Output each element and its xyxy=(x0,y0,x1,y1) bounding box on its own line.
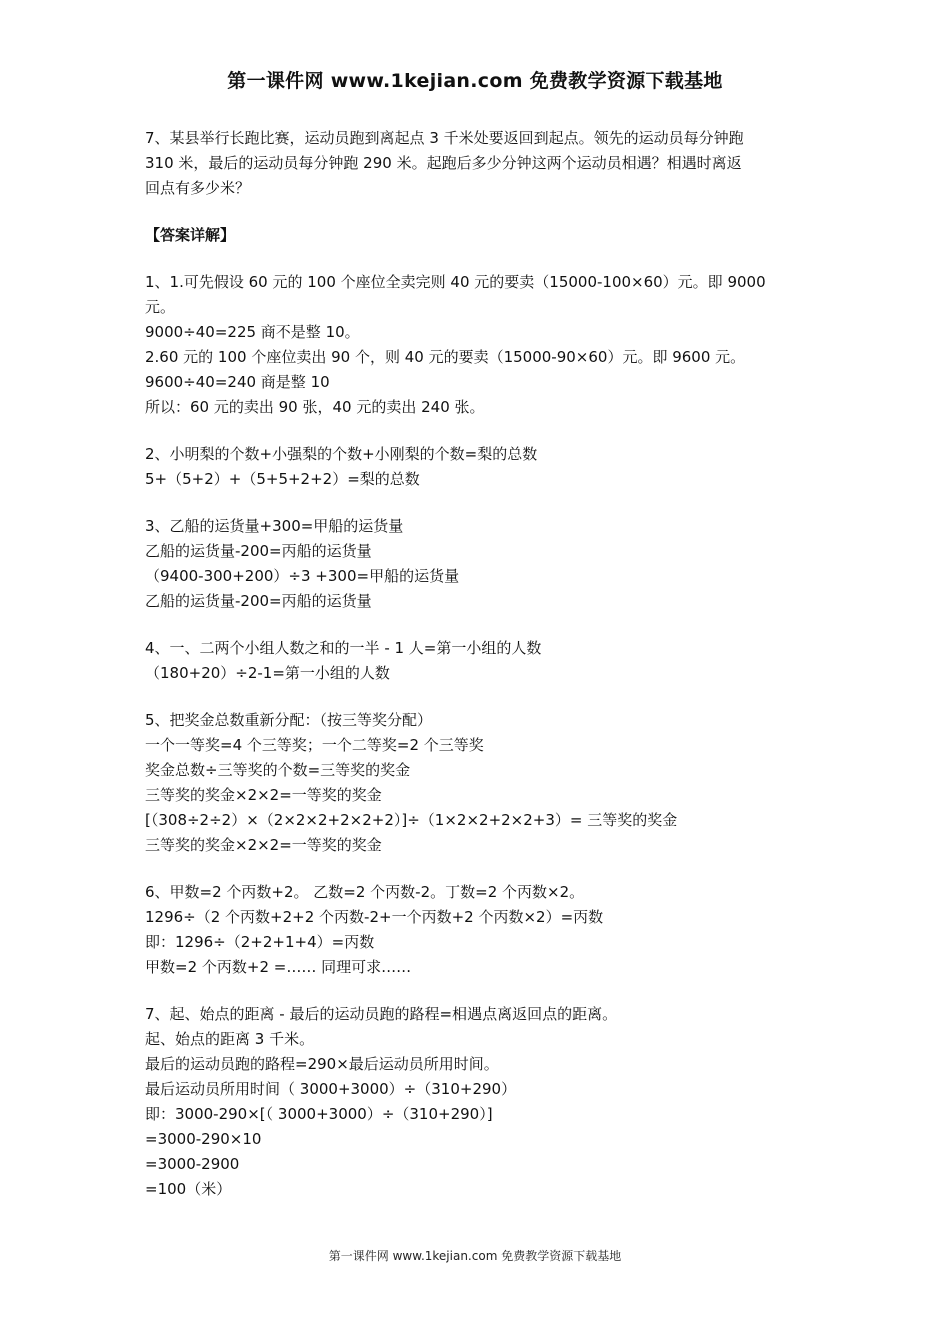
paragraph-gap xyxy=(145,614,813,636)
text-line: 3、乙船的运货量+300=甲船的运货量 xyxy=(145,517,404,535)
text-line: =3000-2900 xyxy=(145,1155,240,1173)
text-line: =100（米） xyxy=(145,1180,232,1198)
text-line: 所以：60 元的卖出 90 张，40 元的卖出 240 张。 xyxy=(145,398,485,416)
answer-2 xyxy=(145,442,813,492)
text-line: 最后的运动员跑的路程=290×最后运动员所用时间。 xyxy=(145,1055,499,1073)
text-line: 回点有多少米？ xyxy=(145,179,251,197)
paragraph-gap xyxy=(145,686,813,708)
answer-5 xyxy=(145,708,813,858)
text-line: （180+20）÷2-1=第一小组的人数 xyxy=(145,664,390,682)
answer-6 xyxy=(145,880,813,980)
answer-3 xyxy=(145,514,813,614)
text-line: 乙船的运货量-200=丙船的运货量 xyxy=(145,592,372,610)
answer-7 xyxy=(145,1002,813,1202)
text-line: 4、一、二两个小组人数之和的一半 - 1 人=第一小组的人数 xyxy=(145,639,542,657)
page-footer: 第一课件网 www.1kejian.com 免费教学资源下载基地 xyxy=(328,1249,622,1263)
text-line: 2、小明梨的个数+小强梨的个数+小刚梨的个数=梨的总数 xyxy=(145,445,538,463)
text-line: 一个一等奖=4 个三等奖；一个二等奖=2 个三等奖 xyxy=(145,736,484,754)
paragraph-gap xyxy=(145,980,813,1002)
text-line: （9400-300+200）÷3 +300=甲船的运货量 xyxy=(145,567,460,585)
text-line: [（308÷2÷2）×（2×2×2+2×2+2）]÷（1×2×2+2×2+3）= 三等奖的奖金 xyxy=(145,811,678,829)
text-line: 三等奖的奖金×2×2=一等奖的奖金 xyxy=(145,836,382,854)
text-line: 即：3000-290×[（ 3000+3000）÷（310+290）] xyxy=(145,1105,493,1123)
answer-4 xyxy=(145,636,813,686)
text-line: 7、起、始点的距离 - 最后的运动员跑的路程=相遇点离返回点的距离。 xyxy=(145,1005,618,1023)
text-line: 起、始点的距离 3 千米。 xyxy=(145,1030,315,1048)
text-line: 即：1296÷（2+2+1+4）=丙数 xyxy=(145,933,375,951)
text-line: 310 米，最后的运动员每分钟跑 290 米。起跑后多少分钟这两个运动员相遇？相遇时离返 xyxy=(145,154,742,172)
text-line: 9000÷40=225 商不是整 10。 xyxy=(145,323,360,341)
text-line: 元。 xyxy=(145,298,176,316)
paragraph-gap xyxy=(145,492,813,514)
text-line: 最后运动员所用时间（ 3000+3000）÷（310+290） xyxy=(145,1080,517,1098)
answer-1 xyxy=(145,270,813,420)
answers-heading: 【答案详解】 xyxy=(145,226,236,244)
question-7 xyxy=(145,126,813,201)
text-line: 1、1.可先假设 60 元的 100 个座位全卖完则 40 元的要卖（15000-100×60）元。即 9000 xyxy=(145,273,766,291)
text-line: 奖金总数÷三等奖的个数=三等奖的奖金 xyxy=(145,761,411,779)
paragraph-gap xyxy=(145,201,813,223)
text-line: 2.60 元的 100 个座位卖出 90 个，则 40 元的要卖（15000-90×60）元。即 9600 元。 xyxy=(145,348,746,366)
text-line: =3000-290×10 xyxy=(145,1130,262,1148)
text-line: 9600÷40=240 商是整 10 xyxy=(145,373,330,391)
paragraph-gap xyxy=(145,858,813,880)
text-line: 7、某县举行长跑比赛，运动员跑到离起点 3 千米处要返回到起点。领先的运动员每分钟跑 xyxy=(145,129,744,147)
text-line: 乙船的运货量-200=丙船的运货量 xyxy=(145,542,372,560)
text-line: 甲数=2 个丙数+2 =…… 同理可求…… xyxy=(145,958,412,976)
page-header: 第一课件网 www.1kejian.com 免费教学资源下载基地 xyxy=(227,70,723,92)
text-line: 三等奖的奖金×2×2=一等奖的奖金 xyxy=(145,786,382,804)
text-line: 6、甲数=2 个丙数+2。 乙数=2 个丙数-2。丁数=2 个丙数×2。 xyxy=(145,883,585,901)
document-body xyxy=(145,126,813,1202)
text-line: 5、把奖金总数重新分配：（按三等奖分配） xyxy=(145,711,433,729)
paragraph-gap xyxy=(145,248,813,270)
paragraph-gap xyxy=(145,420,813,442)
text-line: 5+（5+2）+（5+5+2+2）=梨的总数 xyxy=(145,470,420,488)
text-line: 1296÷（2 个丙数+2+2 个丙数-2+一个丙数+2 个丙数×2）=丙数 xyxy=(145,908,604,926)
